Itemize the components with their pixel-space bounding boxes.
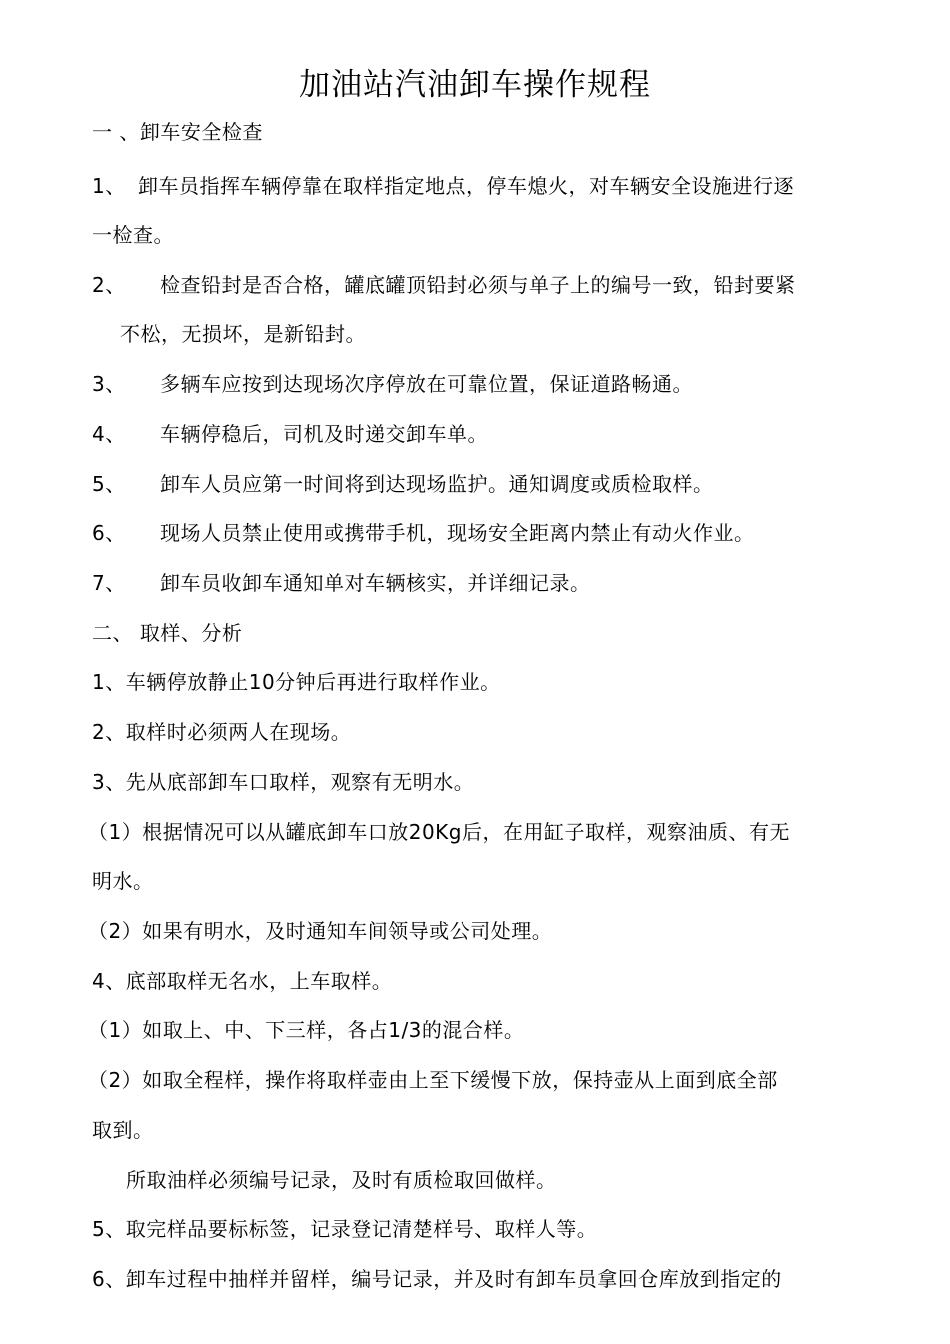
section2-paragraph-4: 4、底部取样无名水，上车取样。 <box>92 969 393 993</box>
item-text: 车辆停稳后，司机及时递交卸车单。 <box>160 422 488 446</box>
section2-sub-3-1: （1）根据情况可以从罐底卸车口放20Kg后，在用缸子取样，观察油质、有无 <box>88 820 790 844</box>
section2-sub-3-1-continuation: 明水。 <box>92 869 154 893</box>
section2-sub-4-2-continuation: 取到。 <box>92 1118 154 1142</box>
section2-paragraph-6: 6、卸车过程中抽样并留样，编号记录，并及时有卸车员拿回仓库放到指定的 <box>92 1267 782 1291</box>
section2-note: 所取油样必须编号记录，及时有质检取回做样。 <box>126 1168 557 1192</box>
item-number: 7、 <box>92 571 126 595</box>
section2-paragraph-1: 1、车辆停放静止10分钟后再进行取样作业。 <box>92 670 501 694</box>
section1-item4 <box>92 419 488 449</box>
section2-heading: 二、 取样、分析 <box>92 621 243 645</box>
item-number: 5、 <box>92 472 126 496</box>
section2-paragraph-2: 2、取样时必须两人在现场。 <box>92 720 352 744</box>
section2-paragraph-3: 3、先从底部卸车口取样，观察有无明水。 <box>92 770 475 794</box>
item-number: 3、 <box>92 372 126 396</box>
item-number: 6、 <box>92 521 126 545</box>
section1-heading: 一 、卸车安全检查 <box>92 120 263 144</box>
item-text: 卸车员指挥车辆停靠在取样指定地点，停车熄火，对车辆安全设施进行逐 <box>138 174 794 198</box>
item-number: 4、 <box>92 422 126 446</box>
section1-item3 <box>92 369 693 399</box>
document-title: 加油站汽油卸车操作规程 <box>299 67 651 103</box>
section2-paragraph-5: 5、取完样品要标标签，记录登记清楚样号、取样人等。 <box>92 1217 598 1241</box>
section1-item6 <box>92 518 755 548</box>
section2-sub-3-2: （2）如果有明水，及时通知车间领导或公司处理。 <box>88 919 553 943</box>
section1-item1 <box>92 171 794 201</box>
item-text: 卸车人员应第一时间将到达现场监护。通知调度或质检取样。 <box>160 472 714 496</box>
section1-item5 <box>92 469 714 499</box>
item-text: 卸车员收卸车通知单对车辆核实，并详细记录。 <box>160 571 591 595</box>
section1-item2-continuation: 不松，无损坏，是新铅封。 <box>120 322 366 346</box>
section1-item1-continuation: 一检查。 <box>92 223 174 247</box>
item-text: 现场人员禁止使用或携带手机，现场安全距离内禁止有动火作业。 <box>160 521 755 545</box>
item-text: 多辆车应按到达现场次序停放在可靠位置，保证道路畅通。 <box>160 372 693 396</box>
section1-item2 <box>92 270 796 300</box>
item-number: 2、 <box>92 273 126 297</box>
item-number: 1、 <box>92 174 126 198</box>
item-text: 检查铅封是否合格，罐底罐顶铅封必须与单子上的编号一致，铅封要紧 <box>160 273 796 297</box>
section1-item7 <box>92 568 591 598</box>
section2-sub-4-2: （2）如取全程样，操作将取样壶由上至下缓慢下放，保持壶从上面到底全部 <box>88 1068 778 1092</box>
section2-sub-4-1: （1）如取上、中、下三样，各占1/3的混合样。 <box>88 1018 525 1042</box>
